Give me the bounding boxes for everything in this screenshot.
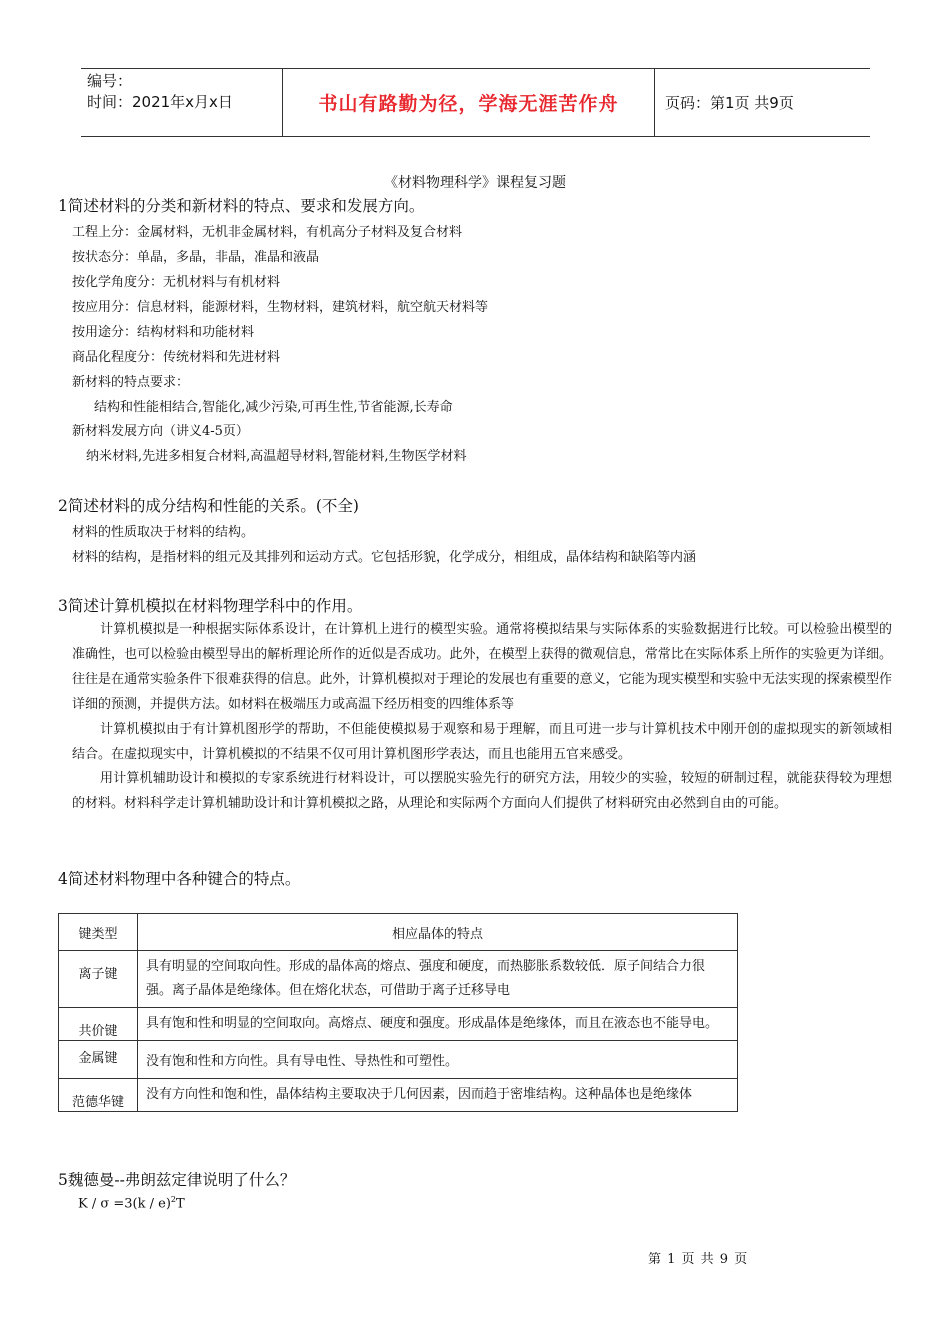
formula (78, 1195, 185, 1211)
table-header-cell: 相应晶体的特点 (138, 914, 738, 951)
formula-main: K / σ =3(k / e) (78, 1196, 171, 1212)
bond-desc-cell: 具有明显的空间取向性。形成的晶体高的熔点、强度和硬度，而热膨胀系数较低．原子间结合力很强。离子晶体是绝缘体。但在熔化状态，可借助于离子迁移导电 (138, 951, 738, 1008)
q1-line: 按状态分：单晶，多晶，非晶，准晶和液晶 (72, 250, 320, 265)
q1-line: 新材料发展方向（讲义4-5页） (72, 424, 249, 439)
q2-line: 材料的性质取决于材料的结构。 (72, 525, 255, 540)
question-2: 2简述材料的成分结构和性能的关系。(不全) (58, 497, 359, 515)
doc-number-label: 编号： (87, 72, 133, 90)
page-header (81, 68, 870, 137)
table-header-row (59, 914, 738, 951)
q1-line: 按应用分：信息材料，能源材料，生物材料，建筑材料，航空航天材料等 (72, 300, 489, 315)
q1-line: 按化学角度分：无机材料与有机材料 (72, 275, 281, 290)
header-meta (81, 69, 282, 136)
doc-date: 时间：2021年x月x日 (87, 93, 233, 111)
bond-type-cell: 共价键 (59, 1008, 138, 1041)
q3-paragraph: 用计算机辅助设计和模拟的专家系统进行材料设计，可以摆脱实验先行的研究方法，用较少的实验，较短的研制过程，就能获得较为理想的材料。材料科学走计算机辅助设计和计算机模拟之路，从理论和实际两个方面向人们提供了材料研究由必然到自由的可能。 (72, 771, 892, 811)
question-5: 5魏德曼--弗朗兹定律说明了什么？ (58, 1171, 296, 1189)
q1-line: 新材料的特点要求： (72, 375, 190, 390)
table-row (59, 1041, 738, 1079)
q2-line: 材料的结构，是指材料的组元及其排列和运动方式。它包括形貌，化学成分，相组成，晶体结构和缺陷等内涵 (72, 550, 697, 565)
question-1: 1简述材料的分类和新材料的特点、要求和发展方向。 (58, 197, 425, 215)
page-footer: 第 1 页 共 9 页 (648, 1252, 749, 1267)
question-3: 3简述计算机模拟在材料物理学科中的作用。 (58, 597, 363, 615)
bond-type-cell: 金属键 (59, 1041, 138, 1079)
bond-desc-cell: 具有饱和性和明显的空间取向。高熔点、硬度和强度。形成晶体是绝缘体，而且在液态也不能导电。 (138, 1008, 738, 1041)
q1-line: 按用途分：结构材料和功能材料 (72, 325, 255, 340)
bond-table (58, 913, 738, 1112)
q3-paragraph: 计算机模拟由于有计算机图形学的帮助，不但能使模拟易于观察和易于理解，而且可进一步与计算机技术中刚开创的虚拟现实的新领域相结合。在虚拟现实中，计算机模拟的不结果不仅可用计算机图形学表达，而且也能用五官来感受。 (72, 722, 892, 762)
bond-type-cell: 离子键 (59, 951, 138, 1008)
bond-type-cell: 范德华键 (59, 1079, 138, 1112)
table-header-cell: 键类型 (59, 914, 138, 951)
header-page-info: 页码：第1页 共9页 (665, 94, 794, 112)
q1-line: 商品化程度分：传统材料和先进材料 (72, 350, 281, 365)
q3-paragraph: 计算机模拟是一种根据实际体系设计，在计算机上进行的模型实验。通常将模拟结果与实际体系的实验数据进行比较。可以检验出模型的准确性，也可以检验由模型导出的解析理论所作的近似是否成功。此外，在模型上获得的微观信息，常常比在实际体系上所作的实验更为详细。往往是在通常实验条件下很难获得的信息。此外，计算机模拟对于理论的发展也有重要的意义，它能为现实模型和实验中无法实现的探索模型作详细的预测，并提供方法。如材料在极端压力或高温下经历相变的四维体系等 (72, 622, 892, 712)
table-row (59, 951, 738, 1008)
table-row (59, 1008, 738, 1041)
q1-line: 纳米材料,先进多相复合材料,高温超导材料,智能材料,生物医学材料 (86, 449, 467, 464)
q1-line: 结构和性能相结合,智能化,减少污染,可再生性,节省能源,长寿命 (94, 400, 453, 415)
table-row (59, 1079, 738, 1112)
header-motto: 书山有路勤为径，学海无涯苦作舟 (282, 69, 655, 136)
q1-line: 工程上分：金属材料，无机非金属材料，有机高分子材料及复合材料 (72, 225, 463, 240)
formula-tail: T (175, 1196, 185, 1212)
question-4: 4简述材料物理中各种键合的特点。 (58, 870, 301, 888)
bond-desc-cell: 没有方向性和饱和性，晶体结构主要取决于几何因素，因而趋于密堆结构。这种晶体也是绝缘体 (138, 1079, 738, 1112)
formula-exponent: 2 (170, 1195, 176, 1204)
doc-title: 《材料物理科学》课程复习题 (384, 175, 566, 191)
bond-desc-cell: 没有饱和性和方向性。具有导电性、导热性和可塑性。 (138, 1041, 738, 1079)
